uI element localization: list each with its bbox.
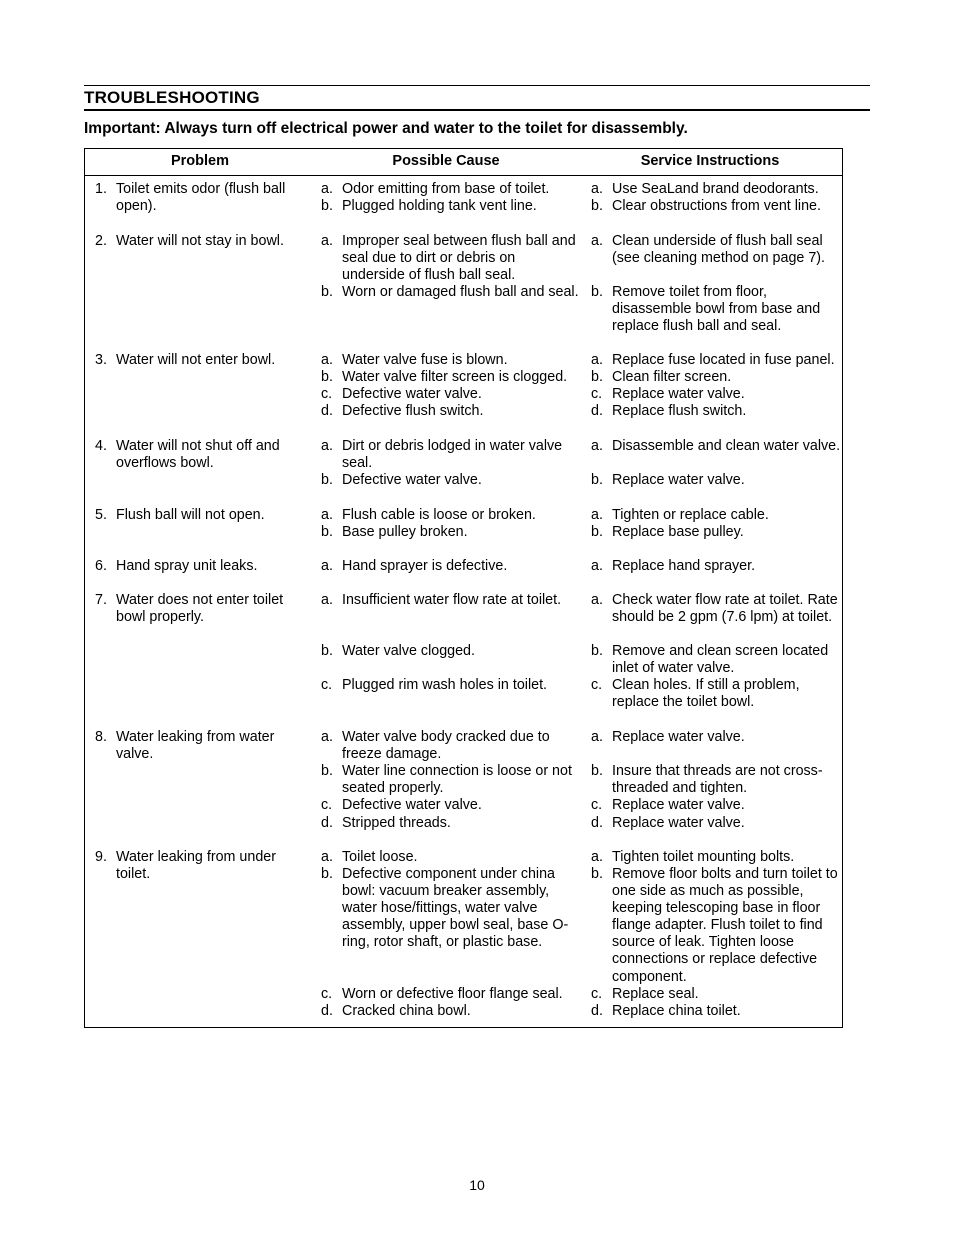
cause-text: Plugged rim wash holes in toilet. xyxy=(342,677,548,693)
cause-marker: b. xyxy=(321,472,333,488)
cause-text: Water valve clogged. xyxy=(342,643,475,659)
instruction-marker: a. xyxy=(591,592,603,608)
cause-marker: c. xyxy=(321,797,333,813)
instruction-item xyxy=(591,233,841,267)
instruction-marker: b. xyxy=(591,763,603,779)
instruction-marker: a. xyxy=(591,729,603,745)
instruction-text: Replace water valve. xyxy=(612,797,745,813)
problem-cell xyxy=(95,592,310,626)
instruction-text: Remove toilet from floor, disassemble bowl from base and replace flush ball and seal. xyxy=(612,284,821,335)
cause-text: Odor emitting from base of toilet. xyxy=(342,181,550,197)
problem-number: 1. xyxy=(95,181,107,197)
instruction-text: Replace flush switch. xyxy=(612,403,747,419)
problem-number: 8. xyxy=(95,729,107,745)
cause-marker: a. xyxy=(321,438,333,454)
cause-text: Stripped threads. xyxy=(342,815,451,831)
cause-marker: b. xyxy=(321,524,333,540)
problem-number: 3. xyxy=(95,352,107,368)
instruction-item xyxy=(591,198,841,215)
instruction-text: Tighten toilet mounting bolts. xyxy=(612,849,795,865)
instruction-item xyxy=(591,352,841,369)
instruction-item xyxy=(591,643,841,677)
cause-item xyxy=(321,1003,579,1020)
problem-item xyxy=(95,849,310,883)
cause-text: Worn or defective floor flange seal. xyxy=(342,986,563,1002)
problem-item xyxy=(95,438,310,472)
page-number: 10 xyxy=(469,1177,485,1193)
cause-marker: a. xyxy=(321,592,333,608)
cause-marker: c. xyxy=(321,986,333,1002)
cause-item xyxy=(321,352,579,369)
cause-marker: a. xyxy=(321,352,333,368)
cause-item xyxy=(321,524,579,541)
instruction-text: Replace water valve. xyxy=(612,472,745,488)
instruction-marker: a. xyxy=(591,233,603,249)
cause-text: Plugged holding tank vent line. xyxy=(342,198,537,214)
instruction-item xyxy=(591,797,841,814)
cause-item xyxy=(321,677,579,694)
instruction-text: Use SeaLand brand deodorants. xyxy=(612,181,819,197)
instruction-item xyxy=(591,677,841,711)
problem-cell xyxy=(95,558,310,575)
problem-number: 4. xyxy=(95,438,107,454)
instruction-item xyxy=(591,403,841,420)
cause-text: Water line connection is loose or not seated properly. xyxy=(342,763,572,797)
instruction-item xyxy=(591,849,841,866)
instruction-text: Replace hand sprayer. xyxy=(612,558,756,574)
instruction-text: Replace water valve. xyxy=(612,386,745,402)
instruction-item xyxy=(591,524,841,541)
instruction-marker: a. xyxy=(591,849,603,865)
problem-text: Water will not stay in bowl. xyxy=(116,233,284,249)
instruction-text: Replace fuse located in fuse panel. xyxy=(612,352,835,368)
cause-text: Defective component under china bowl: vacuum breaker assembly, water hose/fittings, water valve assembly, upper bowl seal, base O-ring, rotor shaft, or plastic base. xyxy=(342,866,569,951)
cause-text: Water valve filter screen is clogged. xyxy=(342,369,568,385)
instruction-item xyxy=(591,181,841,198)
cause-marker: a. xyxy=(321,558,333,574)
cause-item xyxy=(321,592,579,609)
header-service-instructions: Service Instructions xyxy=(640,153,780,169)
instruction-item xyxy=(591,507,841,524)
problem-text: Toilet emits odor (flush ball open). xyxy=(116,181,286,215)
instruction-item xyxy=(591,472,841,489)
cause-marker: b. xyxy=(321,369,333,385)
cause-item xyxy=(321,284,579,301)
cause-item xyxy=(321,472,579,489)
instruction-text: Replace water valve. xyxy=(612,729,745,745)
problem-text: Water leaking from under toilet. xyxy=(116,849,276,883)
top-rule xyxy=(84,85,870,86)
header-problem: Problem xyxy=(170,153,229,169)
problem-cell xyxy=(95,438,310,472)
cause-item xyxy=(321,438,579,472)
cause-item xyxy=(321,643,579,660)
problem-item xyxy=(95,181,310,215)
cause-marker: c. xyxy=(321,677,333,693)
instruction-item xyxy=(591,284,841,335)
cause-text: Defective water valve. xyxy=(342,386,482,402)
heading-rule xyxy=(84,109,870,111)
cause-marker: a. xyxy=(321,849,333,865)
cause-item xyxy=(321,815,579,832)
instruction-marker: c. xyxy=(591,677,603,693)
instruction-marker: b. xyxy=(591,472,603,488)
problem-number: 6. xyxy=(95,558,107,574)
instruction-marker: a. xyxy=(591,507,603,523)
problem-item xyxy=(95,592,310,626)
instruction-marker: d. xyxy=(591,1003,603,1019)
instruction-text: Clean holes. If still a problem, replace the toilet bowl. xyxy=(612,677,800,711)
instruction-item xyxy=(591,1003,841,1020)
instruction-marker: d. xyxy=(591,815,603,831)
instruction-text: Tighten or replace cable. xyxy=(612,507,769,523)
important-note: Important: Always turn off electrical power and water to the toilet for disassembly. xyxy=(84,120,688,137)
cause-item xyxy=(321,403,579,420)
cause-marker: a. xyxy=(321,507,333,523)
instruction-marker: b. xyxy=(591,284,603,300)
cause-item xyxy=(321,797,579,814)
problem-item xyxy=(95,507,310,524)
cause-text: Water valve body cracked due to freeze damage. xyxy=(342,729,550,763)
instruction-marker: b. xyxy=(591,643,603,659)
cause-item xyxy=(321,233,579,284)
problem-text: Water will not enter bowl. xyxy=(116,352,276,368)
instruction-text: Replace base pulley. xyxy=(612,524,744,540)
instruction-item xyxy=(591,729,841,746)
instruction-marker: b. xyxy=(591,524,603,540)
cause-marker: a. xyxy=(321,729,333,745)
cause-text: Defective water valve. xyxy=(342,472,482,488)
problem-item xyxy=(95,558,310,575)
cause-text: Defective water valve. xyxy=(342,797,482,813)
cause-item xyxy=(321,729,579,763)
instruction-item xyxy=(591,558,841,575)
cause-text: Flush cable is loose or broken. xyxy=(342,507,536,523)
cause-marker: b. xyxy=(321,284,333,300)
problem-text: Flush ball will not open. xyxy=(116,507,265,523)
cause-text: Insufficient water flow rate at toilet. xyxy=(342,592,562,608)
instruction-marker: c. xyxy=(591,797,603,813)
instruction-marker: a. xyxy=(591,181,603,197)
cause-marker: b. xyxy=(321,866,333,882)
cause-item xyxy=(321,763,579,797)
problem-number: 7. xyxy=(95,592,107,608)
cause-text: Defective flush switch. xyxy=(342,403,484,419)
problem-cell xyxy=(95,729,310,763)
cause-text: Base pulley broken. xyxy=(342,524,468,540)
instruction-marker: a. xyxy=(591,558,603,574)
instruction-marker: b. xyxy=(591,198,603,214)
instruction-text: Replace seal. xyxy=(612,986,699,1002)
problem-number: 5. xyxy=(95,507,107,523)
problem-cell xyxy=(95,507,310,524)
cause-marker: b. xyxy=(321,643,333,659)
cause-item xyxy=(321,558,579,575)
cause-marker: a. xyxy=(321,233,333,249)
instruction-text: Remove floor bolts and turn toilet to one side as much as possible, keeping telescoping base in floor flange adapter. Flush toilet to find source of leak. Tighten loose connections or replace defective component. xyxy=(612,866,838,985)
cause-text: Improper seal between flush ball and seal due to dirt or debris on underside of flush ball seal. xyxy=(342,233,576,284)
problem-number: 2. xyxy=(95,233,107,249)
instruction-text: Clean filter screen. xyxy=(612,369,732,385)
instruction-item xyxy=(591,386,841,403)
cause-text: Worn or damaged flush ball and seal. xyxy=(342,284,579,300)
cause-marker: d. xyxy=(321,403,333,419)
cause-marker: a. xyxy=(321,181,333,197)
problem-text: Hand spray unit leaks. xyxy=(116,558,258,574)
instruction-marker: b. xyxy=(591,866,603,882)
cause-text: Toilet loose. xyxy=(342,849,418,865)
instruction-item xyxy=(591,369,841,386)
instruction-text: Clear obstructions from vent line. xyxy=(612,198,821,214)
cause-marker: d. xyxy=(321,815,333,831)
instruction-text: Remove and clean screen located inlet of water valve. xyxy=(612,643,829,677)
instruction-item xyxy=(591,438,841,455)
problem-text: Water does not enter toilet bowl properly. xyxy=(116,592,284,626)
instruction-text: Replace water valve. xyxy=(612,815,745,831)
cause-marker: c. xyxy=(321,386,333,402)
cause-item xyxy=(321,369,579,386)
problem-item xyxy=(95,233,310,250)
cause-text: Hand sprayer is defective. xyxy=(342,558,508,574)
instruction-item xyxy=(591,763,841,797)
instruction-text: Insure that threads are not cross-threaded and tighten. xyxy=(612,763,823,797)
instruction-item xyxy=(591,986,841,1003)
instruction-marker: b. xyxy=(591,369,603,385)
cause-marker: b. xyxy=(321,763,333,779)
cause-item xyxy=(321,986,579,1003)
instruction-item xyxy=(591,815,841,832)
instruction-text: Disassemble and clean water valve. xyxy=(612,438,841,454)
instruction-marker: a. xyxy=(591,438,603,454)
problem-text: Water leaking from water valve. xyxy=(116,729,275,763)
instruction-marker: a. xyxy=(591,352,603,368)
problem-text: Water will not shut off and overflows bowl. xyxy=(116,438,280,472)
table-header xyxy=(85,149,842,176)
instruction-item xyxy=(591,592,841,626)
instruction-text: Clean underside of flush ball seal (see cleaning method on page 7). xyxy=(612,233,826,267)
troubleshooting-table xyxy=(84,148,843,1028)
cause-item xyxy=(321,507,579,524)
header-possible-cause: Possible Cause xyxy=(392,153,500,169)
problem-item xyxy=(95,352,310,369)
cause-marker: b. xyxy=(321,198,333,214)
instruction-text: Replace china toilet. xyxy=(612,1003,741,1019)
cause-item xyxy=(321,849,579,866)
cause-text: Cracked china bowl. xyxy=(342,1003,471,1019)
cause-item xyxy=(321,198,579,215)
instruction-text: Check water flow rate at toilet. Rate should be 2 gpm (7.6 lpm) at toilet. xyxy=(612,592,838,626)
cause-text: Water valve fuse is blown. xyxy=(342,352,508,368)
problem-cell xyxy=(95,233,310,250)
instruction-marker: c. xyxy=(591,386,603,402)
cause-marker: d. xyxy=(321,1003,333,1019)
problem-item xyxy=(95,729,310,763)
section-title: TROUBLESHOOTING xyxy=(84,88,260,107)
cause-text: Dirt or debris lodged in water valve seal. xyxy=(342,438,563,472)
cause-item xyxy=(321,386,579,403)
cause-item xyxy=(321,181,579,198)
instruction-item xyxy=(591,866,841,986)
instruction-marker: d. xyxy=(591,403,603,419)
cause-item xyxy=(321,866,579,951)
problem-cell xyxy=(95,352,310,369)
problem-cell xyxy=(95,849,310,883)
problem-cell xyxy=(95,181,310,215)
problem-number: 9. xyxy=(95,849,107,865)
instruction-marker: c. xyxy=(591,986,603,1002)
